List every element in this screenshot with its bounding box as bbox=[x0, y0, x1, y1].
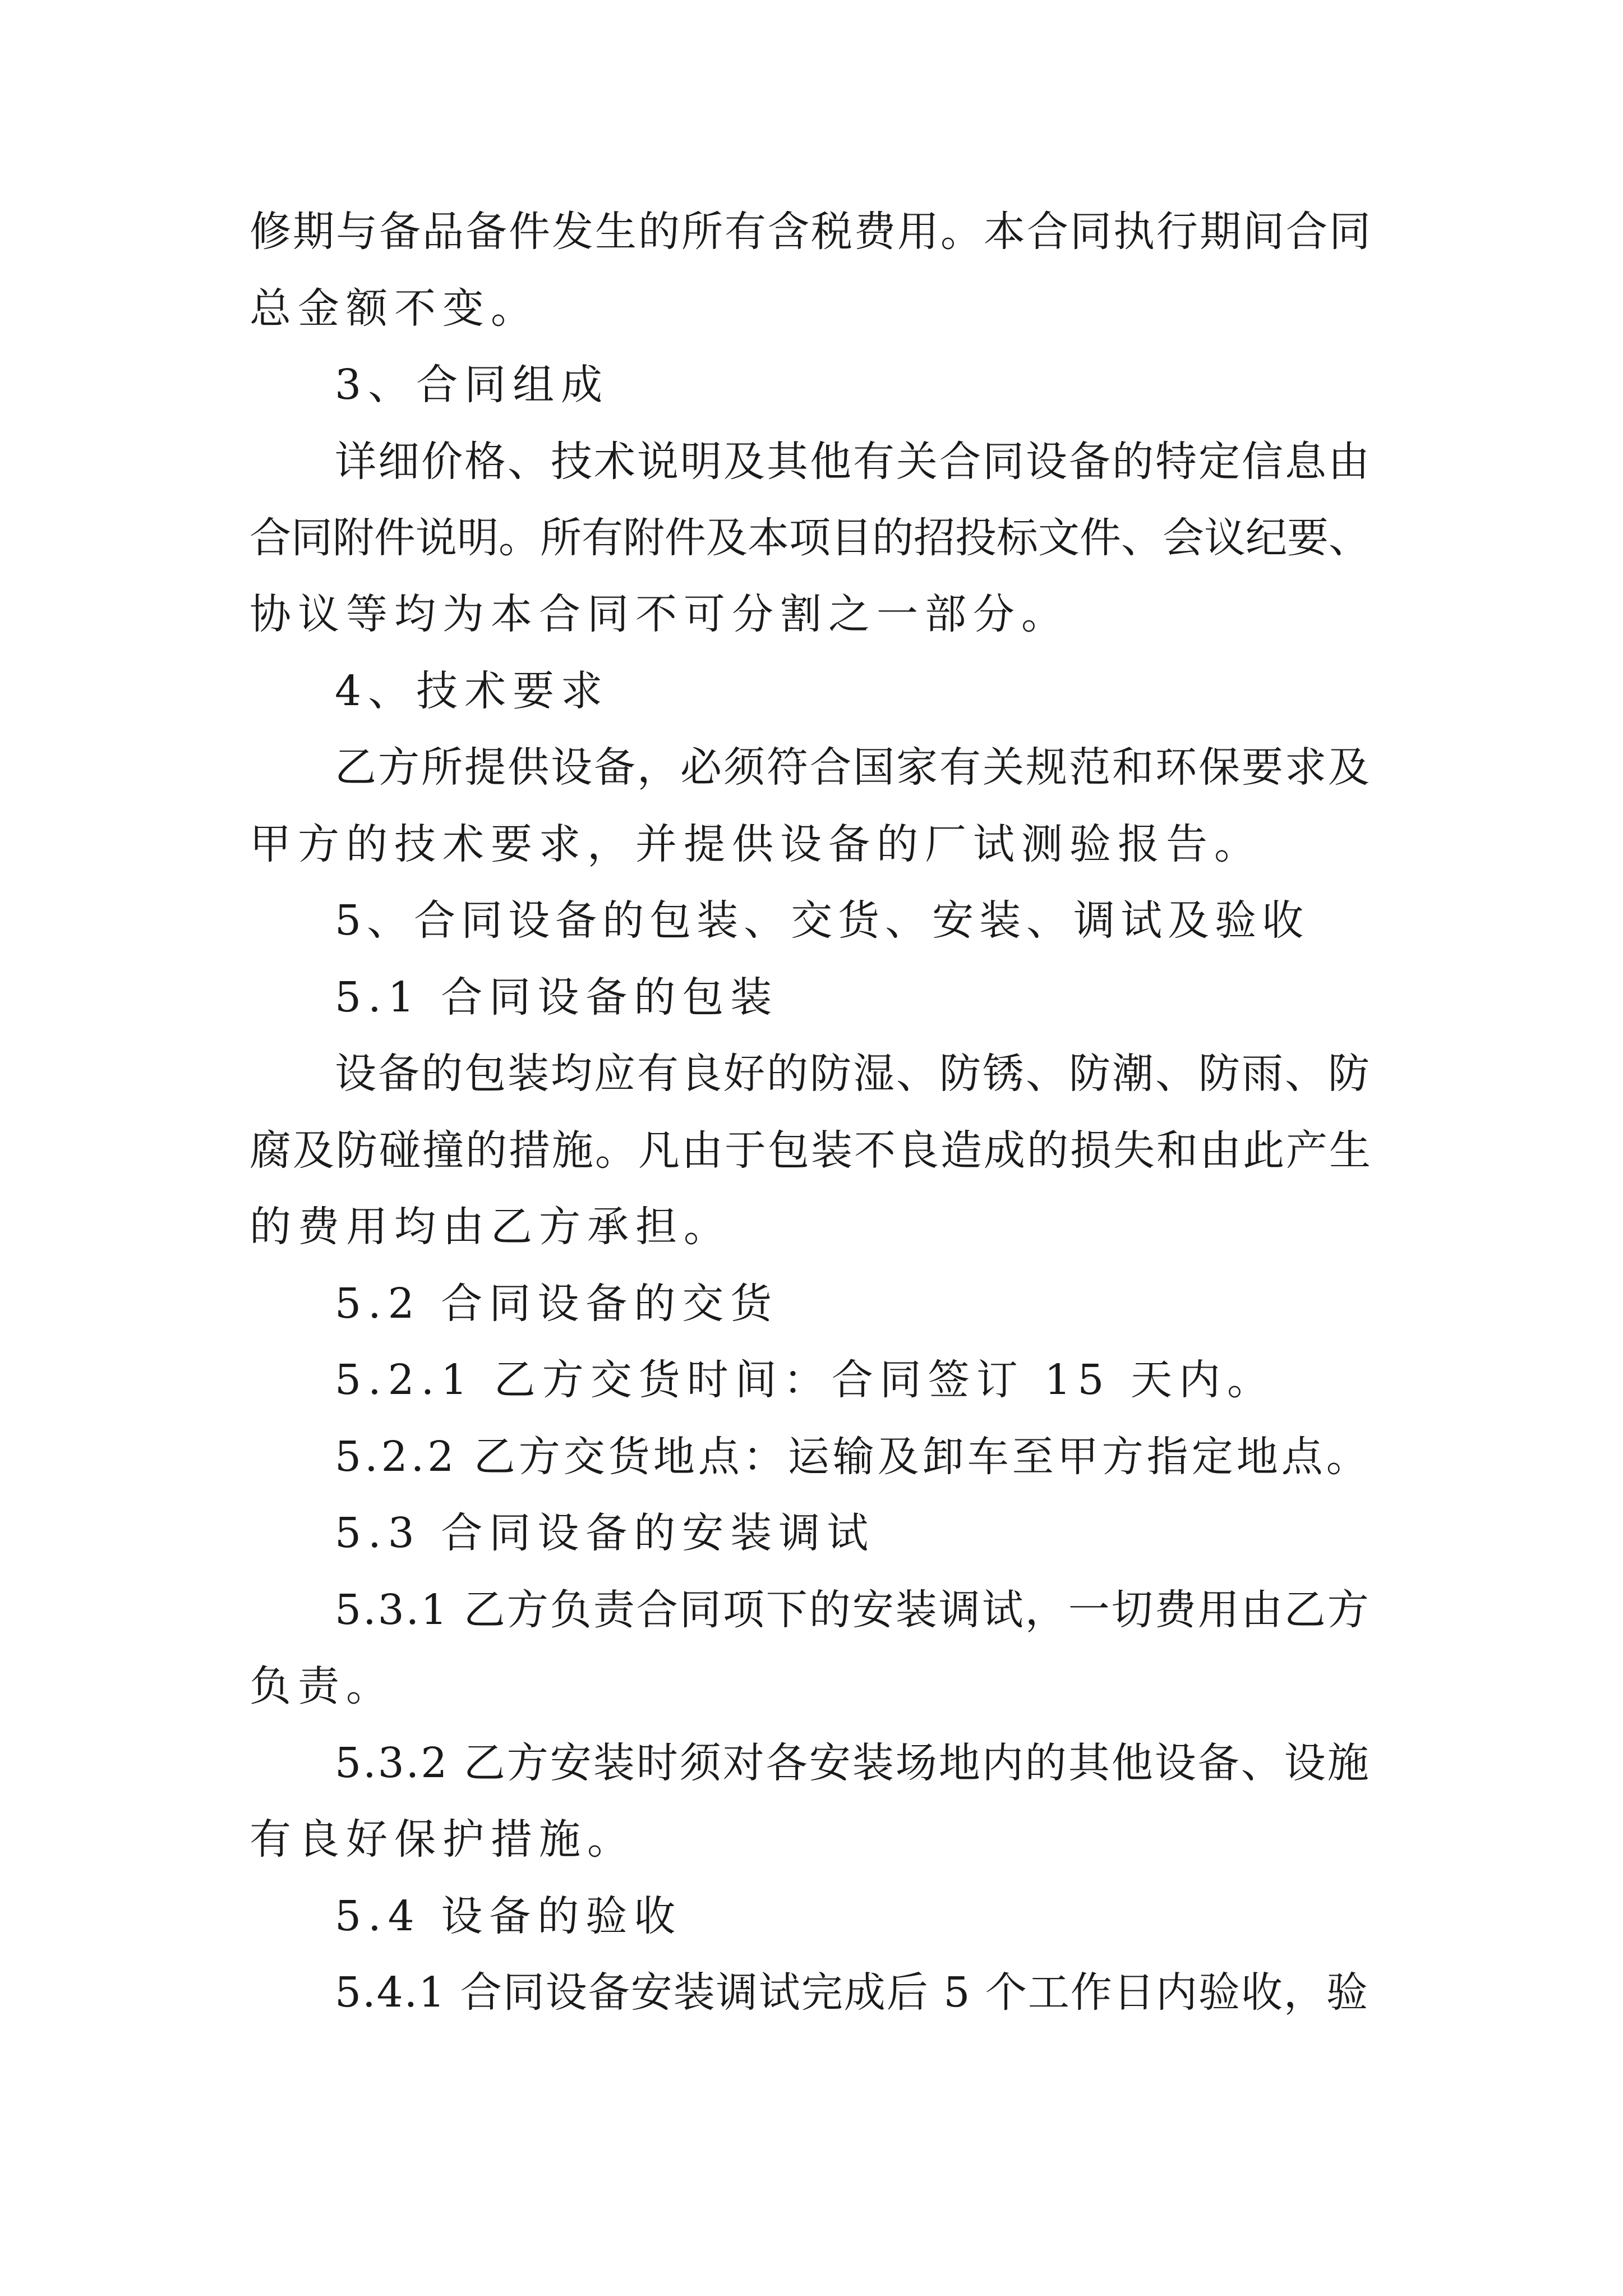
text-line-14: 的费用均由乙方承担。 bbox=[250, 1203, 732, 1251]
subsection-heading-5-1: 5.1 合同设备的包装 bbox=[335, 973, 779, 1022]
text-line-20: 负责。 bbox=[250, 1662, 394, 1710]
text-line-9: 甲方的技术要求，并提供设备的厂试测验报告。 bbox=[250, 820, 1262, 868]
clause-5-4-1: 5.4.1 合同设备安装调试完成后 5 个工作日内验收，验 bbox=[335, 1968, 1369, 2017]
clause-5-3-2: 5.3.2 乙方安装时须对各安装场地内的其他设备、设施 bbox=[335, 1739, 1371, 1787]
text-line-12: 设备的包装均应有良好的防湿、防锈、防潮、防雨、防 bbox=[335, 1050, 1371, 1098]
section-heading-4: 4、技术要求 bbox=[335, 667, 610, 715]
section-heading-3: 3、合同组成 bbox=[335, 361, 610, 409]
text-line-6: 协议等均为本合同不可分割之一部分。 bbox=[250, 590, 1069, 638]
subsection-heading-5-4: 5.4 设备的验收 bbox=[335, 1892, 683, 1940]
subsection-heading-5-2: 5.2 合同设备的交货 bbox=[335, 1280, 779, 1328]
clause-5-3-1: 5.3.1 乙方负责合同项下的安装调试，一切费用由乙方 bbox=[335, 1586, 1371, 1634]
text-line-22: 有良好保护措施。 bbox=[250, 1815, 635, 1864]
text-line-1: 修期与备品备件发生的所有含税费用。本合同执行期间合同 bbox=[250, 208, 1372, 256]
text-line-5: 合同附件说明。所有附件及本项目的招投标文件、会议纪要、 bbox=[250, 514, 1370, 562]
text-line-8: 乙方所提供设备，必须符合国家有关规范和环保要求及 bbox=[335, 743, 1371, 792]
clause-5-2-2: 5.2.2 乙方交货地点：运输及卸车至甲方指定地点。 bbox=[335, 1433, 1371, 1481]
text-line-2: 总金额不变。 bbox=[250, 284, 539, 333]
subsection-heading-5-3: 5.3 合同设备的安装调试 bbox=[335, 1509, 875, 1557]
section-heading-5: 5、合同设备的包装、交货、安装、调试及验收 bbox=[335, 896, 1310, 945]
clause-5-2-1: 5.2.1 乙方交货时间：合同签订 15 天内。 bbox=[335, 1356, 1276, 1404]
text-line-13: 腐及防碰撞的措施。凡由于包装不良造成的损失和由此产生 bbox=[250, 1126, 1372, 1175]
text-line-4: 详细价格、技术说明及其他有关合同设备的特定信息由 bbox=[335, 438, 1371, 486]
